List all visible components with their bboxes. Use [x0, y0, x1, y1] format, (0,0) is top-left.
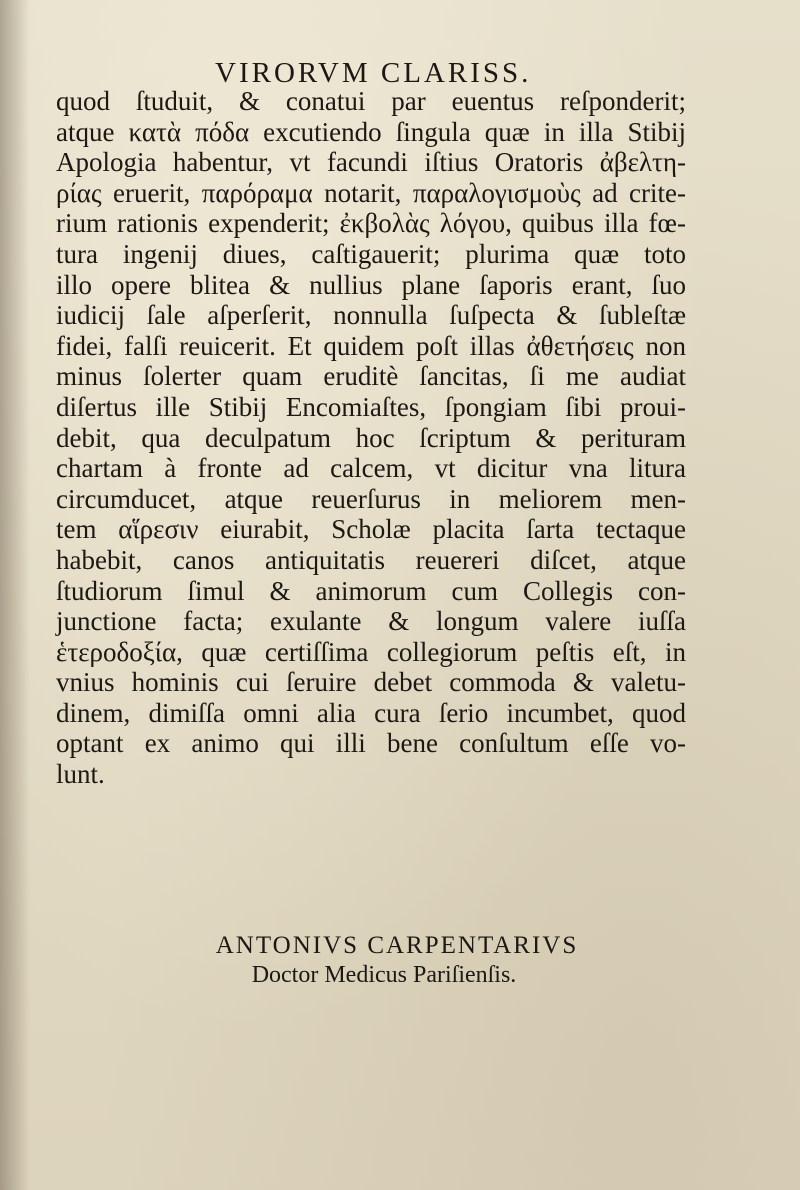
text-line: ρίας eruerit, παρόραμα notarit, παραλογισμοὺς ad crite- — [56, 177, 686, 208]
text-line: circumducet, atque reuerſurus in meliorem men- — [56, 483, 686, 514]
text-line: chartam à fronte ad calcem, vt dicitur vna litura — [56, 453, 686, 484]
text-line: tem αἵρεσιν eiurabit, Scholæ placita ſarta tectaque — [56, 514, 686, 545]
text-line: atque κατὰ πόδα excutiendo ſingula quæ in illa Stibij — [56, 116, 686, 147]
text-line: illo opere blitea & nullius plane ſaporis erant, ſuo — [56, 269, 686, 300]
text-line: vnius hominis cui ſeruire debet commoda & valetu- — [56, 667, 686, 698]
text-line: diſertus ille Stibij Encomiaſtes, ſpongiam ſibi proui- — [56, 391, 686, 422]
text-line: optant ex animo qui illi bene conſultum eſſe vo- — [56, 728, 686, 759]
text-line: lunt. — [56, 759, 105, 790]
text-line: quod ſtuduit, & conatui par euentus reſponderit; — [56, 86, 686, 116]
text-line: Apologia habentur, vt facundi iſtius Oratoris ἀβελτη- — [56, 147, 686, 178]
text-line: ἑτεροδοξία, quæ certiſſima collegiorum peſtis eſt, in — [56, 636, 686, 667]
signature-name: ANTONIVS CARPENTARIVS — [215, 932, 579, 959]
signature-title: Doctor Medicus Pariſienſis. — [251, 962, 517, 988]
text-line: habebit, canos antiquitatis reuereri diſcet, atque — [56, 544, 686, 575]
body-text — [56, 86, 686, 790]
binding-gutter-shadow — [0, 0, 30, 1190]
text-line: dinem, dimiſſa omni alia cura ſerio incumbet, quod — [56, 697, 686, 728]
text-line: iudicij ſale aſperſerit, nonnulla ſuſpecta & ſubleſtæ — [56, 300, 686, 331]
text-line: rium rationis expenderit; ἐκβολὰς λόγου, quibus illa fœ- — [56, 208, 686, 239]
text-line: tura ingenij diues, caſtigauerit; plurima quæ toto — [56, 238, 686, 269]
text-line: ſtudiorum ſimul & animorum cum Collegis con- — [56, 575, 686, 606]
text-line: junctione facta; exulante & longum valere iuſſa — [56, 606, 686, 637]
running-head: VIRORVM CLARISS. — [215, 57, 532, 89]
text-line: debit, qua deculpatum hoc ſcriptum & perituram — [56, 422, 686, 453]
signature-block — [0, 932, 800, 989]
text-line: minus ſolerter quam eruditè ſancitas, ſi me audiat — [56, 361, 686, 392]
text-line: fidei, falſi reuicerit. Et quidem poſt illas ἀθετήσεις non — [56, 330, 686, 361]
